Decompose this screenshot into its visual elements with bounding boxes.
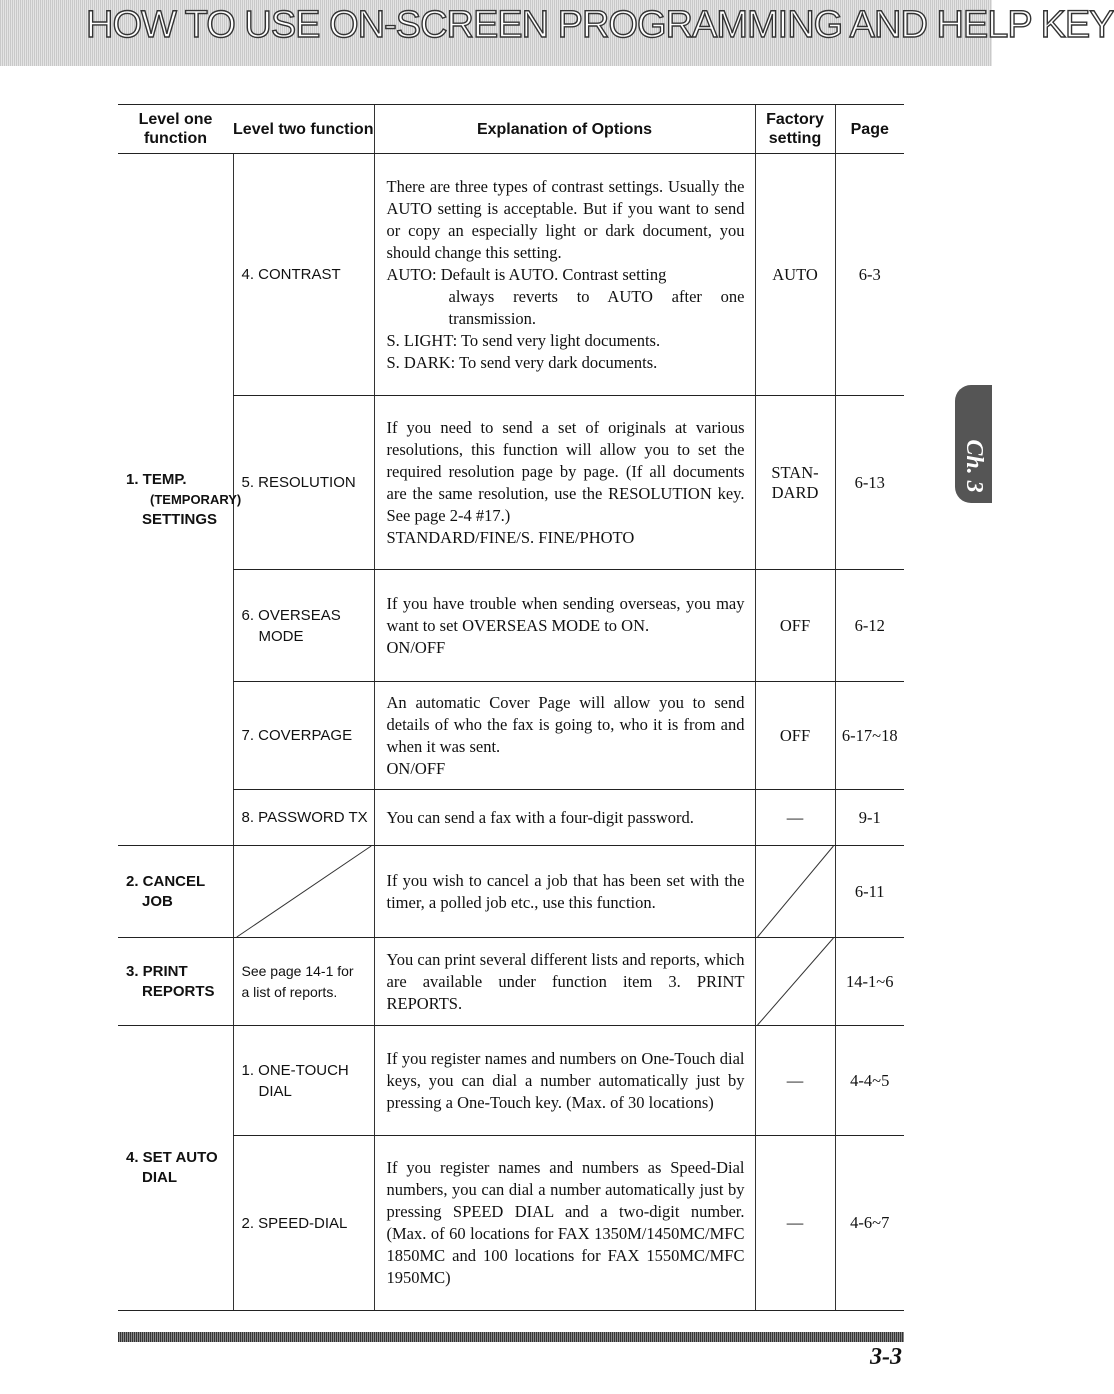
level-one-temp-settings [118,154,242,846]
table-header-row [118,105,904,154]
page-overseas: 6-12 [835,570,904,682]
page-one-touch: 4-4~5 [835,1026,904,1136]
footer-rule [118,1332,904,1342]
col-header-factory: Factory setting [755,105,835,154]
col-header-explanation: Explanation of Options [374,105,755,154]
level-two-none-cancel [233,846,374,938]
factory-none-cancel [755,846,835,938]
table-row [118,1136,904,1311]
page-contrast: 6-3 [835,154,904,396]
page-speed-dial: 4-6~7 [835,1136,904,1311]
explanation-resolution: If you need to send a set of originals at various resolutions, this function will allow you to set the required resolution page by page. (If all documents are the same resolution, use the RESOLUTION key. See page 2-4 #17.) STANDARD/FINE/S. FINE/PHOTO [374,396,755,570]
explanation-coverpage: An automatic Cover Page will allow you to send details of who the fax is going to, who it is from and when it was sent. ON/OFF [374,682,755,790]
page-print-reports: 14-1~6 [835,938,904,1026]
level-one-set-auto-dial: 4. SET AUTO DIAL [118,1026,233,1311]
page-coverpage: 6-17~18 [835,682,904,790]
table-row [118,790,904,846]
explanation-print-reports: You can print several different lists and reports, which are available under function item 3. PRINT REPORTS. [374,938,755,1026]
page-password: 9-1 [835,790,904,846]
temp-num: 1. TEMP. [126,470,187,488]
factory-speed-dial: — [755,1136,835,1311]
col-header-level-one: Level one function [118,105,233,154]
table-row [118,846,904,938]
level-one-cancel-job: 2. CANCEL JOB [118,846,233,938]
explanation-contrast: There are three types of contrast settings. Usually the AUTO setting is acceptable. But if you want to send or copy an especially light or dark document, you should change this setting. AUTO: Default is AUTO. Contrast setting always reverts to AUTO after one transmission. S. LIGHT: To send very light documents. S. DARK: To send very dark documents. [374,154,755,396]
page-cancel: 6-11 [835,846,904,938]
level-two-print-reports: See page 14-1 for a list of reports. [233,938,374,1026]
explanation-one-touch: If you register names and numbers on One-Touch dial keys, you can dial a number automatically just by pressing a One-Touch key. (Max. of 30 locations) [374,1026,755,1136]
explanation-password: You can send a fax with a four-digit password. [374,790,755,846]
diagonal-slash [756,938,835,1025]
chapter-tab [955,385,992,503]
diagonal-slash [756,846,835,937]
level-two-overseas: 6. OVERSEAS MODE [233,570,374,682]
table-row [118,1026,904,1136]
factory-none-print [755,938,835,1026]
factory-contrast: AUTO [755,154,835,396]
factory-overseas: OFF [755,570,835,682]
temp-sub: (TEMPORARY) [150,491,242,507]
table-row [118,938,904,1026]
explanation-cancel: If you wish to cancel a job that has been set with the timer, a polled job etc., use this function. [374,846,755,938]
level-two-coverpage: 7. COVERPAGE [233,682,374,790]
page-header-banner [0,0,1114,66]
page-resolution: 6-13 [835,396,904,570]
explanation-speed-dial: If you register names and numbers as Speed-Dial numbers, you can dial a number automatically just by pressing SPEED DIAL and a two-digit number. (Max. of 60 locations for FAX 1350M/1450MC/MFC 1850MC and 100 locations for FAX 1550MC/MFC 1950MC) [374,1136,755,1311]
col-header-page: Page [835,105,904,154]
level-one-print-reports: 3. PRINT REPORTS [118,938,233,1026]
temp-name: SETTINGS [142,510,218,528]
factory-password: — [755,790,835,846]
table-row [118,154,904,396]
chapter-tab-label: Ch. 3 [961,439,987,493]
table-row [118,396,904,570]
page-title: HOW TO USE ON-SCREEN PROGRAMMING AND HELP KEY [86,4,1114,46]
level-two-speed-dial: 2. SPEED-DIAL [233,1136,374,1311]
col-header-level-two: Level two function [233,105,374,154]
level-two-one-touch: 1. ONE-TOUCH DIAL [233,1026,374,1136]
page-number: 3-3 [870,1344,902,1370]
table-row [118,682,904,790]
factory-one-touch: — [755,1026,835,1136]
level-two-resolution: 5. RESOLUTION [233,396,374,570]
diagonal-slash [234,846,374,937]
factory-coverpage: OFF [755,682,835,790]
table-row [118,570,904,682]
function-table [118,104,904,1311]
explanation-overseas: If you have trouble when sending overseas, you may want to set OVERSEAS MODE to ON. ON/OFF [374,570,755,682]
level-two-contrast: 4. CONTRAST [233,154,374,396]
level-two-password: 8. PASSWORD TX [233,790,374,846]
factory-resolution: STAN-DARD [755,396,835,570]
